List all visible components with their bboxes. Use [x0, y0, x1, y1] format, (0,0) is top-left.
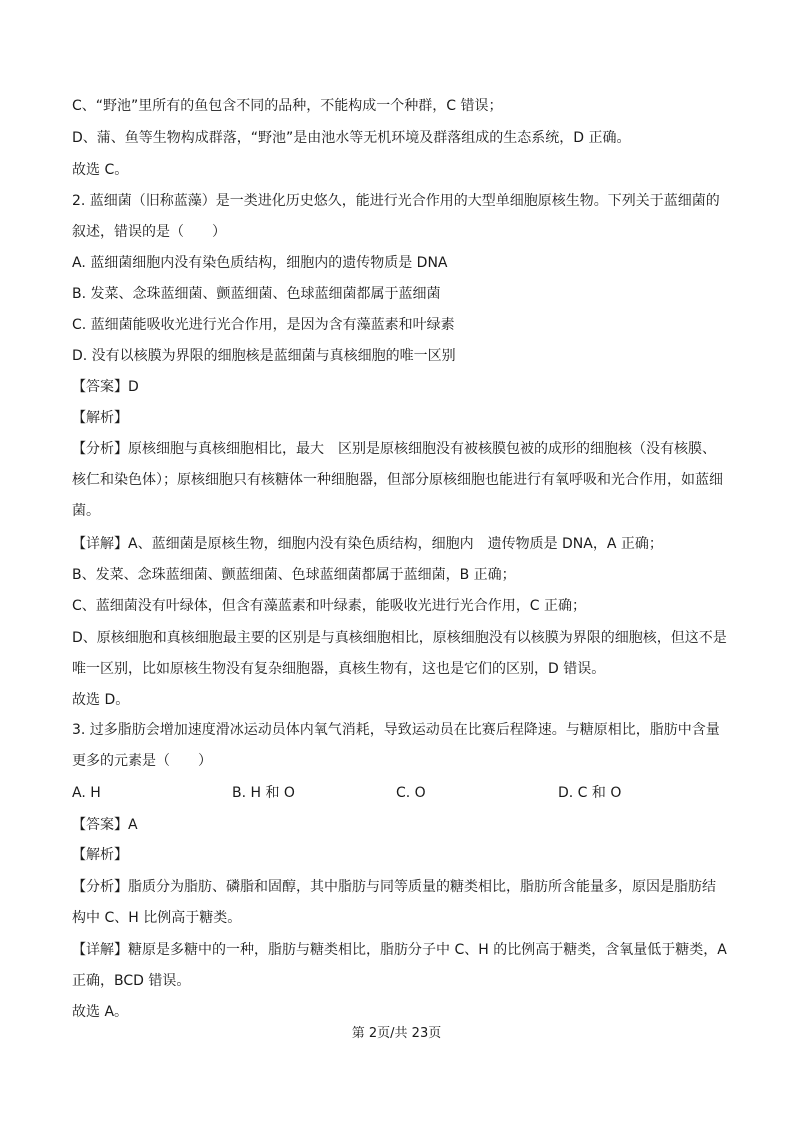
q2-detail-d-line2: 唯一区别，比如原核生物没有复杂细胞器，真核生物有，这也是它们的区别，D 错误。 [72, 661, 606, 677]
q2-option-a: A. 蓝细菌细胞内没有染色质结构，细胞内的遗传物质是 DNA [72, 255, 448, 271]
q3-option-d: D. C 和 O [558, 785, 622, 801]
q2-conclusion: 故选 D。 [72, 692, 130, 708]
q3-option-a: A. H [72, 785, 101, 801]
q3-stem-line1: 3. 过多脂肪会增加速度滑冰运动员体内氧气消耗，导致运动员在比赛后程降速。与糖原相比，脂肪中含量 [72, 722, 720, 738]
q3-conclusion: 故选 A。 [72, 1004, 129, 1020]
q3-analysis-line1: 【分析】脂质分为脂肪、磷脂和固醇，其中脂肪与同等质量的糖类相比，脂肪所含能量多，原因是脂肪结 [72, 879, 716, 895]
q3-answer: 【答案】A [72, 817, 138, 833]
q2-detail-c: C、蓝细菌没有叶绿体，但含有藻蓝素和叶绿素，能吸收光进行光合作用，C 正确； [72, 598, 586, 614]
q3-analysis-line2: 构中 C、H 比例高于糖类。 [72, 910, 242, 926]
q3-options-row [72, 783, 722, 803]
q2-answer: 【答案】D [72, 379, 139, 395]
q3-detail-line2: 正确，BCD 错误。 [72, 973, 191, 989]
q3-detail-line1: 【详解】糖原是多糖中的一种，脂肪与糖类相比，脂肪分子中 C、H 的比例高于糖类，含氧量低于糖类，A [72, 942, 727, 958]
q2-detail-d-line1: D、原核细胞和真核细胞最主要的区别是与真核细胞相比，原核细胞没有以核膜为界限的细胞核，但这不是 [72, 630, 727, 646]
q2-analysis-tag: 【解析】 [72, 410, 128, 426]
q3-option-c: C. O [396, 785, 426, 801]
prev-explanation-c: C、“野池”里所有的鱼包含不同的品种，不能构成一个种群，C 错误； [72, 98, 503, 114]
prev-conclusion: 故选 C。 [72, 162, 129, 178]
q3-option-b: B. H 和 O [232, 785, 295, 801]
q2-stem-line2: 叙述，错误的是（ ） [72, 224, 226, 240]
q2-option-b: B. 发菜、念珠蓝细菌、颤蓝细菌、色球蓝细菌都属于蓝细菌 [72, 286, 441, 302]
q3-analysis-tag: 【解析】 [72, 847, 128, 863]
q3-stem-line2: 更多的元素是（ ） [72, 753, 212, 769]
q2-analysis-line1: 【分析】原核细胞与真核细胞相比，最大 区别是原核细胞没有被核膜包被的成形的细胞核（没有核膜、 [72, 441, 716, 457]
q2-option-d: D. 没有以核膜为界限的细胞核是蓝细菌与真核细胞的唯一区别 [72, 348, 456, 364]
q2-detail-b: B、发菜、念珠蓝细菌、颤蓝细菌、色球蓝细菌都属于蓝细菌，B 正确； [72, 567, 516, 583]
q2-analysis-line2: 核仁和染色体）；原核细胞只有核糖体一种细胞器，但部分原核细胞也能进行有氧呼吸和光合作用，如蓝细 [72, 472, 723, 488]
q2-option-c: C. 蓝细菌能吸收光进行光合作用，是因为含有藻蓝素和叶绿素 [72, 317, 455, 333]
prev-explanation-d: D、蒲、鱼等生物构成群落，“野池”是由池水等无机环境及群落组成的生态系统，D 正确。 [72, 130, 631, 146]
q2-detail-a: 【详解】A、蓝细菌是原核生物，细胞内没有染色质结构，细胞内 遗传物质是 DNA，A 正确； [72, 536, 663, 552]
q2-stem-line1: 2. 蓝细菌（旧称蓝藻）是一类进化历史悠久，能进行光合作用的大型单细胞原核生物。下列关于蓝细菌的 [72, 193, 720, 209]
page-number-footer: 第 2页/共 23页 [351, 1026, 442, 1041]
q2-analysis-line3: 菌。 [72, 503, 100, 519]
